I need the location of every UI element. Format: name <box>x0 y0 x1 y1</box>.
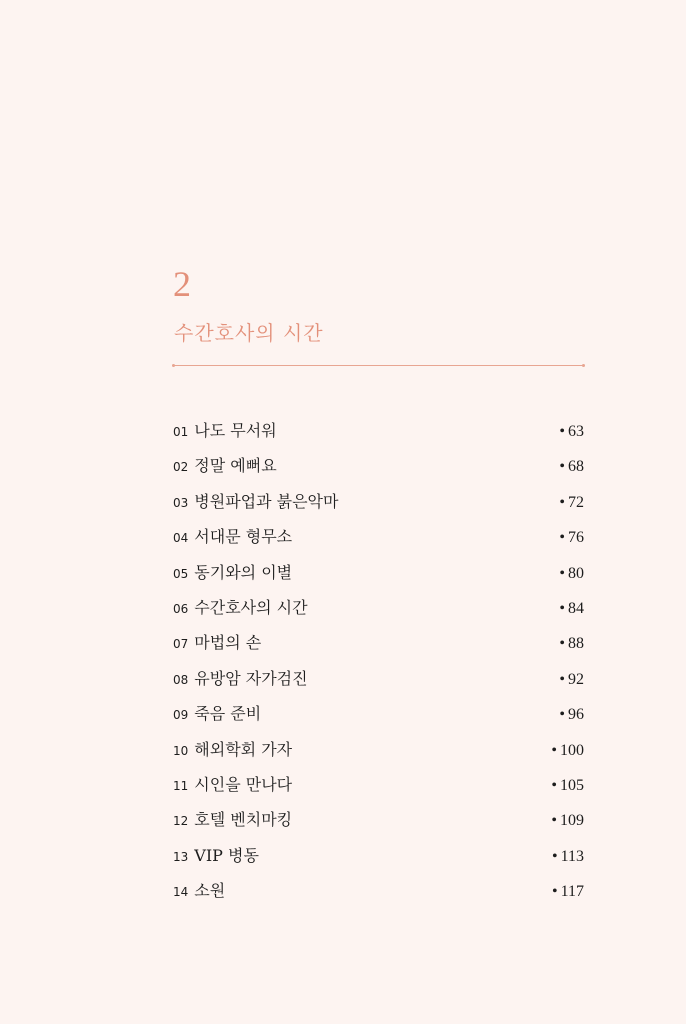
toc-entry-label <box>173 737 292 760</box>
table-of-contents <box>173 418 584 913</box>
bullet-icon: • <box>559 423 565 440</box>
toc-entry[interactable] <box>173 489 584 524</box>
toc-entry-number: 04 <box>173 531 189 546</box>
toc-entry-page <box>552 848 584 866</box>
toc-entry-page-number: 105 <box>560 776 584 794</box>
toc-entry-page <box>559 529 584 547</box>
toc-entry[interactable] <box>173 666 584 701</box>
toc-entry-label <box>173 772 292 795</box>
toc-entry-label <box>173 489 338 512</box>
toc-entry-number: 13 <box>173 849 189 864</box>
toc-entry-page-number: 84 <box>568 599 584 617</box>
toc-entry-title: 죽음 준비 <box>194 704 262 724</box>
toc-entry-title: 수간호사의 시간 <box>194 597 308 617</box>
toc-entry-number: 10 <box>173 743 189 758</box>
toc-entry-number: 14 <box>173 885 189 900</box>
toc-entry-number: 07 <box>173 637 189 652</box>
chapter-number: 2 <box>173 264 191 304</box>
toc-entry-number: 12 <box>173 814 189 829</box>
toc-entry-label <box>173 701 261 724</box>
toc-entry-title: 유방암 자가검진 <box>194 668 308 688</box>
toc-entry[interactable] <box>173 453 584 488</box>
toc-entry-number: 08 <box>173 672 189 687</box>
toc-entry-label <box>173 453 277 476</box>
toc-entry-title: 서대문 형무소 <box>194 527 293 547</box>
bullet-icon: • <box>551 741 557 759</box>
toc-entry-label <box>173 807 292 830</box>
toc-entry-title: 동기와의 이별 <box>194 562 293 582</box>
toc-entry[interactable] <box>173 772 584 807</box>
toc-entry-number: 02 <box>173 460 189 475</box>
toc-entry-page <box>559 423 584 441</box>
toc-entry-label <box>173 666 308 689</box>
toc-entry[interactable] <box>173 630 584 665</box>
toc-entry-page-number: 96 <box>568 706 584 724</box>
toc-entry-title: 시인을 만나다 <box>194 774 293 794</box>
bullet-icon: • <box>559 529 565 547</box>
bullet-icon: • <box>559 564 565 582</box>
toc-entry[interactable] <box>173 595 584 630</box>
bullet-icon: • <box>559 599 565 617</box>
toc-entry[interactable] <box>173 524 584 559</box>
toc-entry-title: 정말 예뻐요 <box>194 456 277 476</box>
toc-entry-number: 11 <box>173 778 189 793</box>
toc-entry-page <box>559 706 584 724</box>
bullet-icon: • <box>559 458 565 476</box>
bullet-icon: • <box>559 635 565 653</box>
bullet-icon: • <box>559 706 565 724</box>
toc-entry-title: 호텔 벤치마킹 <box>194 810 293 830</box>
bullet-icon: • <box>551 847 558 865</box>
toc-entry-page <box>559 671 584 689</box>
toc-entry-number: 05 <box>173 566 189 581</box>
toc-entry-page-number: 88 <box>568 635 584 653</box>
toc-entry-label <box>173 595 308 618</box>
toc-entry[interactable] <box>173 737 584 772</box>
toc-entry-page <box>552 883 584 901</box>
toc-entry-title: 마법의 손 <box>194 633 262 653</box>
toc-entry-number: 01 <box>173 425 189 439</box>
toc-entry-number: 03 <box>173 495 189 510</box>
toc-entry-page-number: 117 <box>560 883 584 901</box>
toc-entry[interactable] <box>173 878 584 913</box>
bullet-icon: • <box>551 812 557 830</box>
toc-entry-title: 병원파업과 붉은악마 <box>194 491 339 511</box>
toc-entry-page-number: 68 <box>568 458 584 476</box>
toc-entry[interactable] <box>173 560 584 595</box>
toc-entry[interactable] <box>173 701 584 736</box>
bullet-icon: • <box>559 670 565 688</box>
toc-entry-page <box>559 635 584 653</box>
toc-entry-page-number: 80 <box>568 564 584 582</box>
toc-entry-page <box>559 600 584 618</box>
toc-entry-page <box>559 458 584 476</box>
toc-entry-page <box>559 565 584 583</box>
toc-entry-page <box>551 777 584 795</box>
toc-entry-page <box>551 812 584 830</box>
toc-entry-page <box>551 742 584 760</box>
bullet-icon: • <box>551 776 557 794</box>
toc-entry-page <box>559 494 584 512</box>
toc-entry-title: VIP 병동 <box>194 845 259 865</box>
toc-entry-page-number: 113 <box>560 847 584 865</box>
toc-entry-label <box>173 524 292 547</box>
toc-entry-title: 해외학회 가자 <box>194 739 293 759</box>
toc-entry-page-number: 72 <box>568 493 584 511</box>
toc-entry[interactable] <box>173 807 584 842</box>
toc-entry-page-number: 109 <box>560 812 584 830</box>
toc-entry-label <box>173 878 225 901</box>
bullet-icon: • <box>551 883 558 901</box>
toc-entry-page-number: 92 <box>568 670 584 688</box>
toc-entry[interactable] <box>173 843 584 878</box>
bullet-icon: • <box>559 493 565 511</box>
toc-entry-label <box>173 560 292 583</box>
toc-entry-page-number: 76 <box>568 529 584 547</box>
toc-entry-label <box>173 843 259 866</box>
toc-entry-title: 소원 <box>194 881 226 901</box>
toc-entry-label <box>173 418 277 441</box>
title-divider <box>173 365 584 366</box>
toc-entry-page-number: 63 <box>568 423 584 440</box>
toc-entry-number: 09 <box>173 708 189 723</box>
toc-entry-label <box>173 630 261 653</box>
chapter-title: 수간호사의 시간 <box>174 321 324 345</box>
toc-entry-title: 나도 무서워 <box>194 421 277 440</box>
toc-entry-page-number: 100 <box>560 741 584 759</box>
toc-entry[interactable] <box>173 418 584 453</box>
toc-entry-number: 06 <box>173 601 189 616</box>
